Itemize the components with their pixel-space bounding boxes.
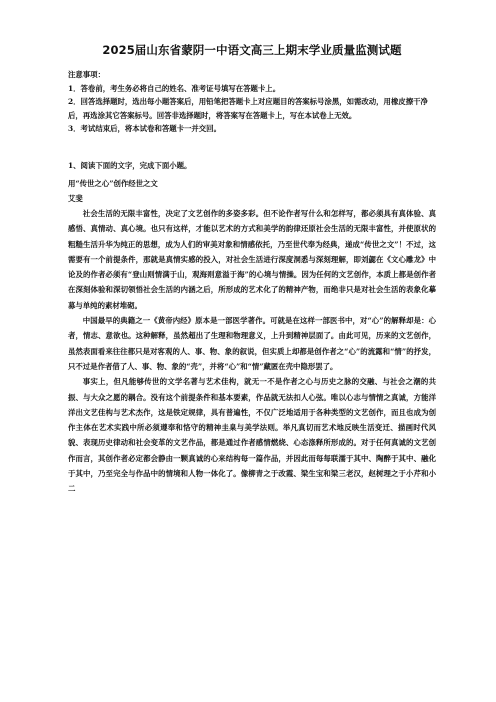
question-prompt: 1、阅读下面的文字，完成下面小题。 [68,160,192,170]
question-1-header [68,158,436,206]
article-paragraph-3: 事实上，但凡能够传世的文学名著与艺术佳构，就无一不是作者之心与历史之脉的交融、与社会之潮的共振、与大众之愿的耦合。没有这个前提条件和基本要素，作品就无法扣人心弦。唯以心志与情情之真诚，方能洋洋出文艺佳构与艺术杰作，这是铁定规律，具有普遍性，不仅广泛地适用于各种类型的文艺创作，而且也成为创作主体在艺术实践中所必须遵奉和恪守的精神圭臬与美学法则。举凡真切而艺术地反映生活变迁、描画时代风貌、表现历史律动和社会变革的文艺作品，都是通过作者感情燃烧、心态涤释所形成的。对于任何真诚的文艺创作而言，其创作者必定都会静由一颗真诚的心来结构每一篇作品，并因此而每每联濡于其中、陶醉于其中、融化于其中，乃至完全与作品中的情境和人物一体化了。像柳青之于改霞、梁生宝和梁三老汉，赵树理之于小芹和小二 [68,377,436,494]
notice-heading: 注意事项： [68,70,105,79]
document-title: 2025届山东省蒙阴一中语文高三上期末学业质量监测试题 [102,43,402,57]
notice-item-2: 2．回答选择题时，选出每小题答案后，用铅笔把答题卡上对应题目的答案标号涂黑，如需改动，用橡皮擦干净后，再选涂其它答案标号。回答非选择题时，将答案写在答题卡上，写在本试卷上无效。 [68,97,428,120]
article-paragraph-1: 社会生活的无限丰富性，决定了文艺创作的多姿多彩。但不论作者写什么和怎样写，都必须具有真体验、真感悟、真情动、真心境。也只有这样，才能以艺术的方式和美学的韵律还原社会生活的无限丰富性，并使原状的粗糙生活升华为纯正的思想，成为人们的审美对象和情感依托，乃至世代奉为经典，递成“传世之文”！不过，这需要有一个前提条件，那就是真情实感的投入，对社会生活进行深度洞悉与深刻理解，即刘勰在《文心雕龙》中论及的作者必须有“登山则情满于山，观海则意溢于海”的心境与情操。因为任何的文艺创作，本质上都是创作者在深刻体验和深切领悟社会生活的内涵之后，所形成的艺术化了的精神产物，而绝非只是对社会生活的表象化摹募与单纯的素材堆砌。 [68,208,436,310]
notice-item-1: 1．答卷前，考生务必将自己的姓名、准考证号填写在答题卡上。 [68,83,281,93]
article-body [68,206,436,497]
article-author: 艾斐 [68,193,83,203]
notice-item-3: 3．考试结束后，将本试卷和答题卡一并交回。 [68,124,221,134]
notice-section [68,68,436,136]
article-title: 用“传世之心”创作经世之文 [68,178,158,188]
article-paragraph-2: 中国最早的典籍之一《黄帝内经》原本是一部医学著作。可就是在这样一部医书中，对“心”的解释却是：心者，情志、意欲也。这种解释，虽然超出了生理和物理意义，上升到精神层面了。由此可见，历来的文艺创作，虽然表面看来往往都只是对客观的人、事、物、象的叙说，但实质上却都是创作者之“心”的流露和“情”的抒发，只不过是作者借了人、事、物、象的“壳”，并将“心”和“情”藏匿在壳中隐形罢了。 [68,316,436,371]
